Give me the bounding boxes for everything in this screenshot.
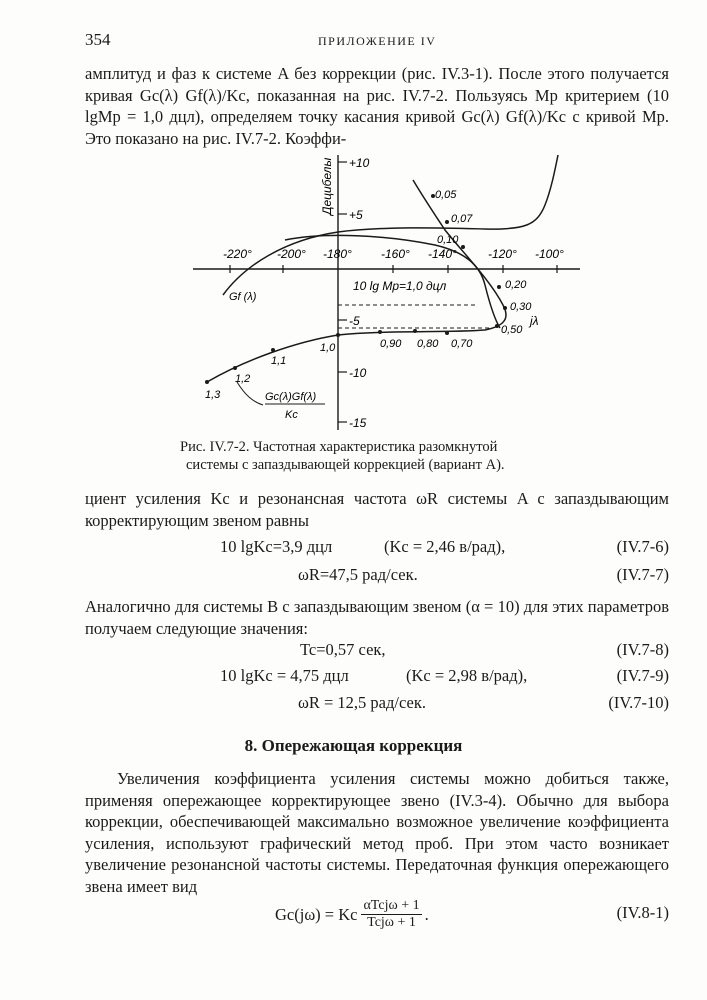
x-tick-label: -140° [428,247,457,261]
figure-caption [180,438,580,474]
paragraph-3: Аналогично для системы B с запаздывающим звеном (α = 10) для этих параметров получаем следующие значения: [85,597,669,638]
equation-number: (IV.7-7) [616,565,669,584]
page-number: 354 [85,30,111,49]
freq-label: 0,20 [505,279,527,291]
gcgf-curve-label-den: Kc [285,409,298,421]
running-title: ПРИЛОЖЕНИЕ IV [318,34,437,48]
paragraph-4: Увеличения коэффициента усиления системы можно добиться также, применяя опережающее корректирующее звено (IV.3-4). Обычно для выбора коррекции, обеспечивающей максимально возможное увеличение коэффициента усиления, используют графический метод проб. При этом часто возникает увеличение резонансной частоты системы. Передаточная функция опережающего звена имеет вид [85,769,669,896]
equation-left: 10 lgKc = 4,75 дцл [220,666,349,685]
final-equation [275,898,429,931]
frequency-response-figure [185,150,585,435]
y-tick-label: -15 [349,416,367,430]
x-tick-label: -120° [488,247,517,261]
gf-curve [223,155,558,295]
x-tick-label: -160° [381,247,410,261]
final-equation-lhs: Gc(jω) = Kc [275,904,358,924]
x-tick-label: -200° [277,247,306,261]
equation-left: ωR = 12,5 рад/сек. [298,693,426,712]
freq-label: 0,10 [437,234,459,246]
equation-number: (IV.7-9) [616,666,669,685]
gcgf-curve-label: Gc(λ)Gf(λ) [265,391,317,403]
equation-left: ωR=47,5 рад/сек. [298,565,418,584]
freq-label: 0,30 [510,301,532,313]
equation-right: (Kc = 2,46 в/рад), [384,537,506,556]
freq-label: 0,07 [451,213,473,225]
mp-curve-label: 10 lg Mp=1,0 дцл [353,279,447,293]
final-equation-denominator: Tcjω + 1 [367,915,416,930]
freq-label: 0,50 [501,324,523,336]
equation-left: Tc=0,57 сек, [300,640,386,659]
y-tick-label: -5 [349,314,360,328]
jlambda-label: jλ [530,314,539,328]
equation-number: (IV.7-8) [616,640,669,659]
equation-number: (IV.8-1) [616,903,669,922]
caption-line-2: системы с запаздывающей коррекцией (вариант A). [186,457,505,473]
freq-label: 0,80 [417,338,439,350]
equation-right: (Kc = 2,98 в/рад), [406,666,528,685]
equation-number: (IV.7-6) [616,537,669,556]
x-tick-label: -100° [535,247,564,261]
intro-paragraph: амплитуд и фаз к системе A без коррекции (рис. IV.3-1). После этого получается кривая Gc(λ) Gf(λ)/Kc, показанная на рис. IV.7-2. Пользуясь Mp критерием (10 lgMp = 1,0 дцл), определяем точку касания кривой Gc(λ) Gf(λ)/Kc с кривой Mp. Это показано на рис. IV.7-2. Коэффи- [85,64,669,148]
freq-label: 0,70 [451,338,473,350]
freq-label: 1,2 [235,373,251,385]
final-equation-fraction [361,898,421,931]
freq-label: 1,0 [320,342,336,354]
gf-curve-label: Gf (λ) [229,291,257,303]
freq-label: 1,3 [205,389,221,401]
y-tick-label: +10 [349,156,370,170]
freq-label: 0,05 [435,189,457,201]
equation-left: 10 lgKc=3,9 дцл [220,537,333,556]
final-equation-numerator: αTcjω + 1 [363,898,420,913]
section-title: 8. Опережающая коррекция [244,736,463,755]
final-equation-tail: . [424,904,429,924]
freq-label: 0,90 [380,338,402,350]
caption-line-1: Рис. IV.7-2. Частотная характеристика разомкнутой [180,439,498,455]
x-tick-label: -220° [223,247,252,261]
freq-label: 1,1 [271,355,287,367]
paragraph-2: циент усиления Kc и резонансная частота ωR системы A с запаздывающим корректирующим звеном равны [85,489,669,530]
equation-number: (IV.7-10) [608,693,669,712]
y-axis-label: Децибелы [320,157,334,215]
x-tick-label: -180° [323,247,352,261]
y-tick-label: +5 [349,208,363,222]
y-tick-label: -10 [349,366,367,380]
